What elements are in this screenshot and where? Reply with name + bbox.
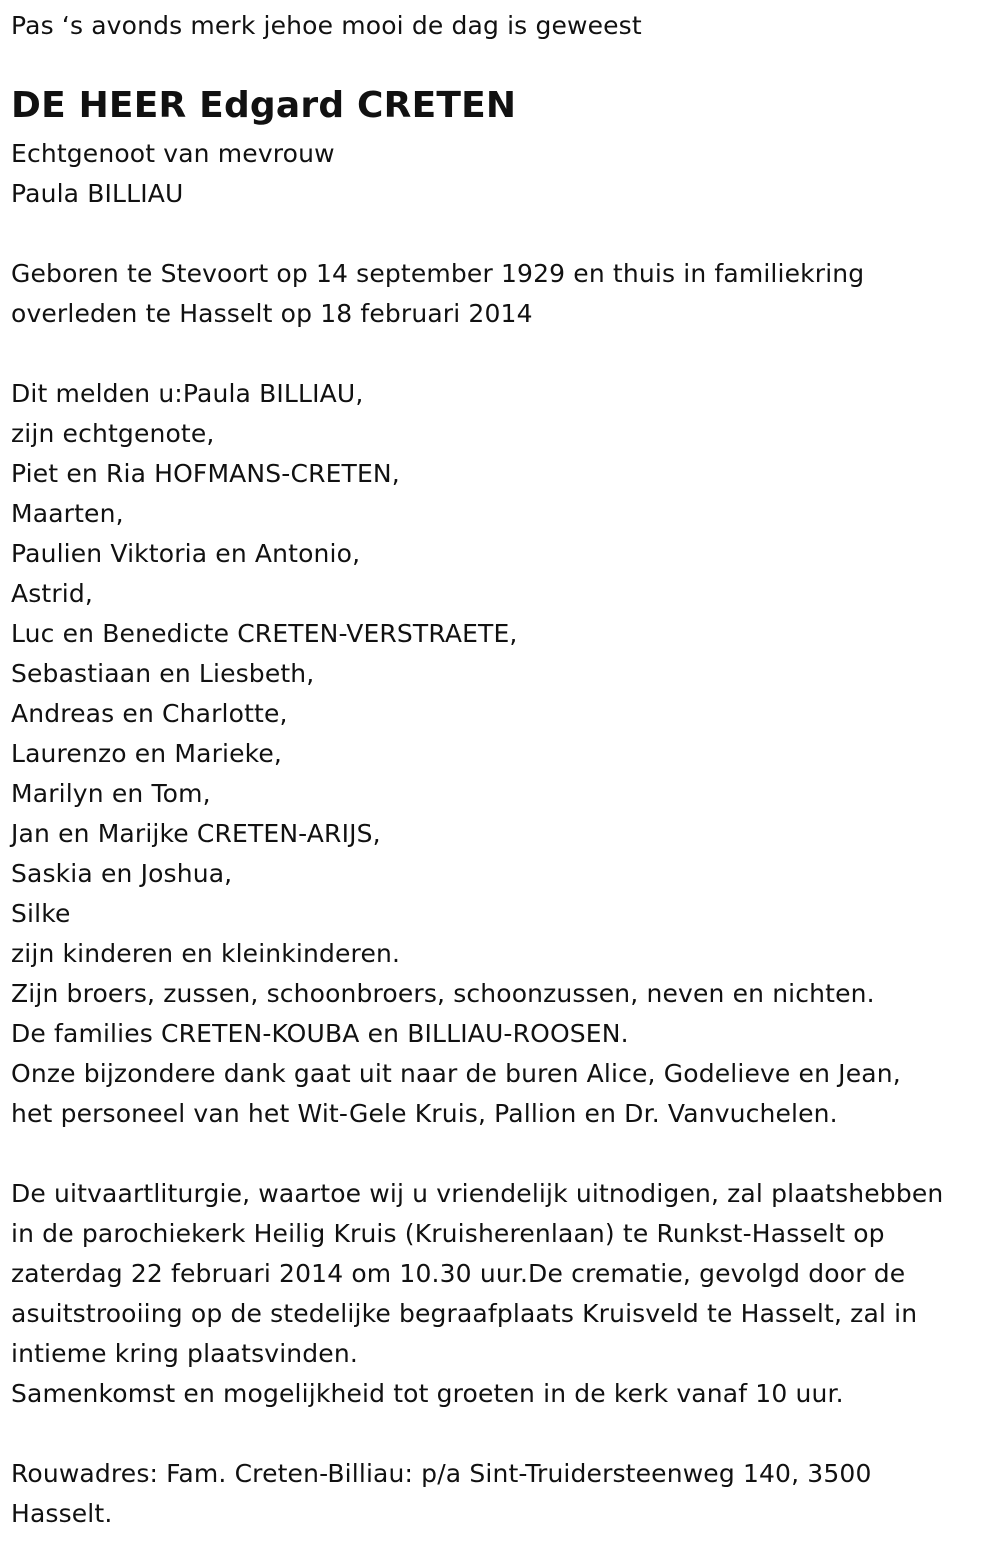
family-line: Andreas en Charlotte, xyxy=(11,699,288,728)
family-line: Laurenzo en Marieke, xyxy=(11,739,282,768)
family-line: Jan en Marijke CRETEN-ARIJS, xyxy=(11,819,381,848)
family-announcement-section xyxy=(11,374,901,1134)
birth-death-line: Geboren te Stevoort op 14 september 1929 en thuis in familiekring xyxy=(11,259,865,288)
spouse-section xyxy=(11,134,335,214)
family-line: zijn kinderen en kleinkinderen. xyxy=(11,939,401,968)
family-line: Astrid, xyxy=(11,579,94,608)
funeral-line: asuitstrooiing op de stedelijke begraafplaats Kruisveld te Hasselt, zal in xyxy=(11,1299,918,1328)
funeral-line: in de parochiekerk Heilig Kruis (Kruisherenlaan) te Runkst-Hasselt op xyxy=(11,1219,885,1248)
birth-death-section xyxy=(11,254,864,334)
address-line: Rouwadres: Fam. Creten-Billiau: p/a Sint-Truidersteenweg 140, 3500 xyxy=(11,1459,872,1488)
family-line: Silke xyxy=(11,899,71,928)
family-line: De families CRETEN-KOUBA en BILLIAU-ROOSEN. xyxy=(11,1019,629,1048)
family-line: Dit melden u:Paula BILLIAU, xyxy=(11,379,364,408)
family-line: Zijn broers, zussen, schoonbroers, schoonzussen, neven en nichten. xyxy=(11,979,875,1008)
funeral-details-section xyxy=(11,1174,943,1414)
spouse-line: Echtgenoot van mevrouw xyxy=(11,139,335,168)
funeral-line: intieme kring plaatsvinden. xyxy=(11,1339,358,1368)
family-line: Paulien Viktoria en Antonio, xyxy=(11,539,361,568)
family-line: Piet en Ria HOFMANS-CRETEN, xyxy=(11,459,400,488)
mourning-address-section xyxy=(11,1454,872,1534)
family-line: Sebastiaan en Liesbeth, xyxy=(11,659,315,688)
motto-text: Pas ‘s avonds merk jehoe mooi de dag is geweest xyxy=(11,11,642,40)
family-line: Maarten, xyxy=(11,499,124,528)
family-line: Onze bijzondere dank gaat uit naar de buren Alice, Godelieve en Jean, xyxy=(11,1059,901,1088)
funeral-line: zaterdag 22 februari 2014 om 10.30 uur.De crematie, gevolgd door de xyxy=(11,1259,906,1288)
funeral-line: De uitvaartliturgie, waartoe wij u vriendelijk uitnodigen, zal plaatshebben xyxy=(11,1179,944,1208)
funeral-line: Samenkomst en mogelijkheid tot groeten in de kerk vanaf 10 uur. xyxy=(11,1379,844,1408)
family-line: Marilyn en Tom, xyxy=(11,779,211,808)
spouse-line: Paula BILLIAU xyxy=(11,179,184,208)
family-line: Luc en Benedicte CRETEN-VERSTRAETE, xyxy=(11,619,518,648)
address-line: Hasselt. xyxy=(11,1499,113,1528)
family-line: zijn echtgenote, xyxy=(11,419,215,448)
birth-death-line: overleden te Hasselt op 18 februari 2014 xyxy=(11,299,533,328)
family-line: het personeel van het Wit-Gele Kruis, Pallion en Dr. Vanvuchelen. xyxy=(11,1099,838,1128)
deceased-name: DE HEER Edgard CRETEN xyxy=(11,85,517,126)
family-line: Saskia en Joshua, xyxy=(11,859,233,888)
